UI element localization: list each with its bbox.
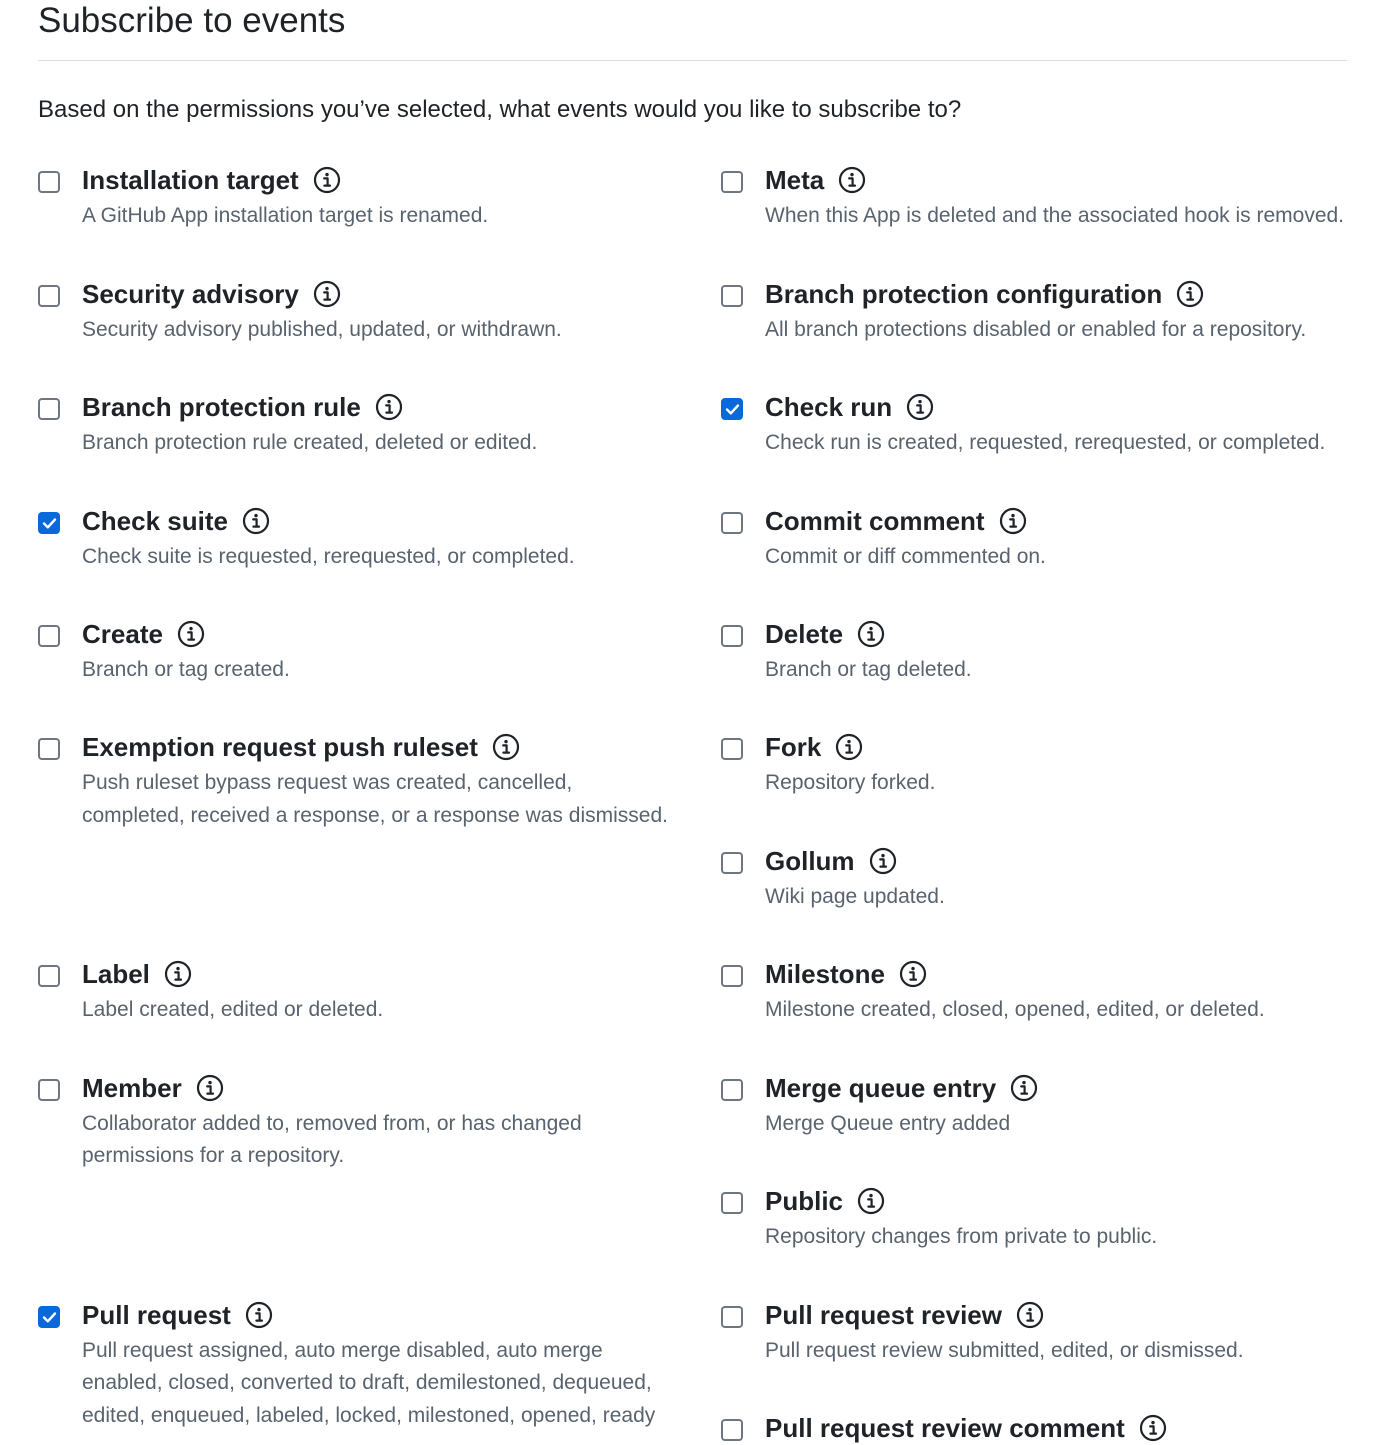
event-description: Repository changes from private to public. [765, 1225, 1158, 1248]
info-circle-icon[interactable] [1176, 280, 1204, 308]
event-description: Commit or diff commented on. [765, 544, 1046, 568]
info-circle-icon[interactable] [899, 960, 927, 988]
event-description: All branch protections disabled or enabled for a repository. [765, 317, 1307, 341]
info-circle-icon[interactable] [313, 166, 341, 194]
event-checkbox[interactable] [721, 625, 743, 647]
event-description: When this App is deleted and the associated hook is removed. [765, 204, 1345, 227]
event-description: Label created, edited or deleted. [82, 998, 384, 1021]
event-checkbox[interactable] [38, 512, 60, 534]
info-circle-icon[interactable] [313, 280, 341, 308]
event-title: Installation target [82, 165, 299, 195]
event-checkbox[interactable] [721, 171, 743, 193]
event-description: Check run is created, requested, rerequested, or completed. [765, 431, 1326, 454]
event-title: Check suite [82, 505, 228, 536]
info-circle-icon[interactable] [245, 1301, 273, 1329]
section-intro: Based on the permissions you’ve selected, what events would you like to subscribe to? [38, 96, 962, 123]
event-checkbox[interactable] [721, 1306, 743, 1328]
event-checkbox[interactable] [721, 1079, 743, 1101]
heading-divider [38, 60, 1347, 61]
event-title: Meta [765, 165, 825, 195]
event-checkbox[interactable] [721, 512, 743, 534]
info-circle-icon[interactable] [242, 507, 270, 535]
info-circle-icon[interactable] [1139, 1414, 1167, 1442]
event-title: Pull request [82, 1299, 231, 1330]
event-checkbox[interactable] [721, 738, 743, 760]
event-description: Branch protection rule created, deleted or edited. [82, 431, 538, 454]
event-description: Merge Queue entry added [765, 1111, 1011, 1135]
info-circle-icon[interactable] [196, 1074, 224, 1102]
event-title: Gollum [765, 845, 855, 876]
event-description: Milestone created, closed, opened, edited, or deleted. [765, 998, 1265, 1021]
event-checkbox[interactable] [721, 1192, 743, 1214]
event-title: Delete [765, 619, 844, 649]
event-description: Collaborator added to, removed from, or has changed permissions for a repository. [82, 1111, 582, 1167]
info-circle-icon[interactable] [1016, 1301, 1044, 1329]
event-title: Milestone [765, 959, 885, 989]
event-checkbox[interactable] [721, 1419, 743, 1441]
event-checkbox[interactable] [38, 625, 60, 647]
info-circle-icon[interactable] [164, 960, 192, 988]
checkmark-icon [43, 1312, 56, 1323]
info-circle-icon[interactable] [869, 847, 897, 875]
info-circle-icon[interactable] [177, 620, 205, 648]
event-checkbox[interactable] [38, 171, 60, 193]
event-checkbox[interactable] [38, 285, 60, 307]
event-title: Public [765, 1186, 844, 1216]
event-title: Commit comment [765, 505, 985, 536]
event-checkbox[interactable] [721, 398, 743, 420]
event-checkbox[interactable] [38, 738, 60, 760]
event-checkbox[interactable] [38, 965, 60, 987]
info-circle-icon[interactable] [857, 1187, 885, 1215]
checkmark-icon [43, 518, 56, 529]
event-title: Pull request review [765, 1299, 1002, 1330]
section-heading: Subscribe to events [38, 1, 346, 40]
event-checkbox[interactable] [721, 852, 743, 874]
event-title: Security advisory [82, 278, 299, 309]
info-circle-icon[interactable] [1010, 1074, 1038, 1102]
event-title: Label [82, 959, 150, 989]
event-title: Exemption request push ruleset [82, 732, 478, 762]
info-circle-icon[interactable] [375, 393, 403, 421]
event-title: Check run [765, 392, 893, 422]
event-checkbox[interactable] [38, 1306, 60, 1328]
info-circle-icon[interactable] [999, 507, 1027, 535]
event-title: Create [82, 619, 163, 649]
event-title: Fork [765, 732, 822, 762]
event-checkbox[interactable] [38, 1079, 60, 1101]
info-circle-icon[interactable] [857, 620, 885, 648]
event-title: Branch protection rule [82, 392, 361, 422]
info-circle-icon[interactable] [838, 166, 866, 194]
info-circle-icon[interactable] [835, 733, 863, 761]
event-title: Member [82, 1072, 182, 1103]
event-checkbox[interactable] [721, 965, 743, 987]
event-description: Branch or tag created. [82, 658, 290, 681]
event-title: Merge queue entry [765, 1072, 997, 1103]
event-description: Pull request review submitted, edited, or dismissed. [765, 1338, 1244, 1362]
event-description: Wiki page updated. [765, 884, 945, 908]
checkmark-icon [726, 404, 739, 415]
event-description: Check suite is requested, rerequested, or completed. [82, 544, 575, 568]
info-circle-icon[interactable] [906, 393, 934, 421]
event-description: Pull request assigned, auto merge disabled, auto merge enabled, closed, converted to draft, demilestoned, dequeued, edited, enqueued, labeled, locked, milestoned, opened, ready [82, 1338, 656, 1427]
event-checkbox[interactable] [721, 285, 743, 307]
event-description: A GitHub App installation target is renamed. [82, 204, 489, 227]
info-circle-icon[interactable] [492, 733, 520, 761]
event-checkbox[interactable] [38, 398, 60, 420]
event-title: Pull request review comment [765, 1413, 1125, 1443]
event-description: Repository forked. [765, 771, 936, 794]
event-description: Branch or tag deleted. [765, 658, 972, 681]
event-description: Push ruleset bypass request was created, cancelled, completed, received a response, or a response was dismissed. [82, 771, 668, 827]
event-title: Branch protection configuration [765, 278, 1163, 309]
event-description: Security advisory published, updated, or withdrawn. [82, 317, 562, 341]
